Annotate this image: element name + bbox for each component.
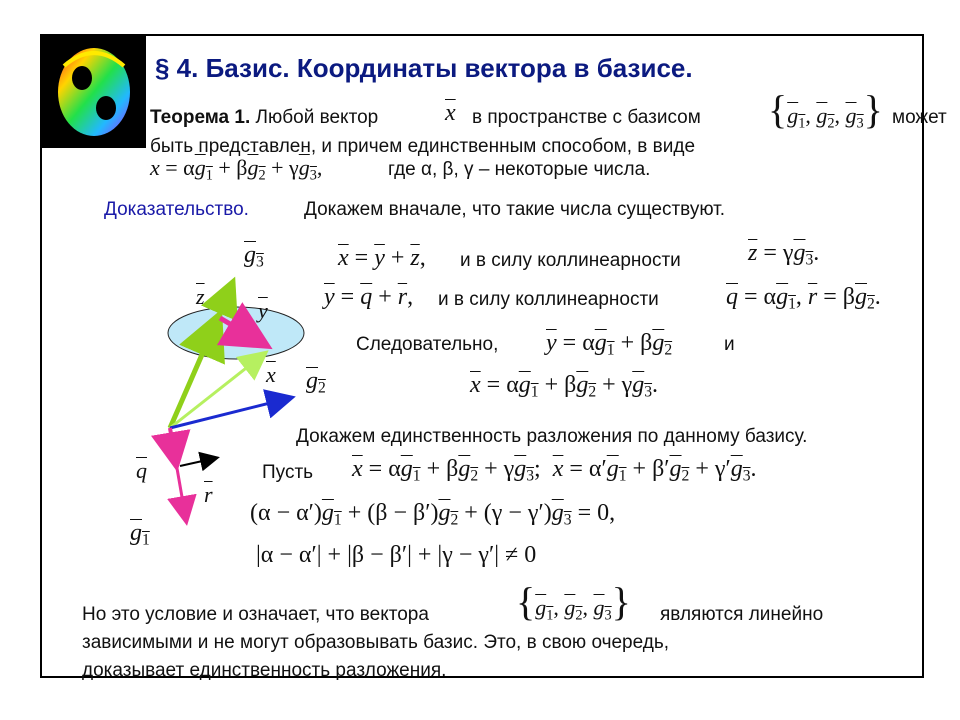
label-r: $\overline{r}$ bbox=[204, 482, 213, 507]
formula-two-decomps: $\overline{x} = \alpha g_1 + \beta g_2 + \gamma g_3$; $\overline{x} = \alpha'g_1 + \beta'g_2 + \gamma'g_3$. bbox=[352, 456, 757, 485]
formula-decomposition: $x = \alpha g_1 + \beta g_2 + \gamma g_3$, bbox=[150, 155, 323, 184]
label-g3: $g_3$ bbox=[244, 242, 264, 271]
g1-vector bbox=[170, 428, 186, 520]
collinear2-text: и в силу коллинеарности bbox=[438, 289, 659, 310]
formula-q-r: $\overline{q} = \alpha g_1$, $\overline{r} = \beta g_2$. bbox=[726, 284, 881, 313]
rainbow-torus-icon bbox=[42, 36, 146, 148]
logo bbox=[42, 36, 146, 148]
uniqueness-text: Докажем единственность разложения по данному базису. bbox=[296, 426, 808, 447]
formula-x-eq-y-z: $\overline{x} = \overline{y} + \overline{z}$, bbox=[338, 245, 426, 271]
label-x: $\overline{x}$ bbox=[266, 362, 276, 387]
collinear1-text: и в силу коллинеарности bbox=[460, 250, 681, 271]
proof-label: Доказательство. bbox=[104, 199, 249, 220]
conclusion-line2: зависимыми и не могут образовывать базис. Это, в свою очередь, bbox=[82, 632, 670, 653]
theorem-line1 bbox=[150, 107, 378, 129]
proof-text: Докажем вначале, что такие числа существуют. bbox=[304, 199, 726, 220]
plane-ellipse bbox=[168, 307, 304, 359]
page-title: § 4. Базис. Координаты вектора в базисе. bbox=[155, 53, 693, 83]
conclusion-line1a: Но это условие и означает, что вектора bbox=[82, 604, 429, 625]
formula-nonzero: |α − α′| + |β − β′| + |γ − γ′| ≠ 0 bbox=[256, 542, 537, 568]
label-q: $\overline{q}$ bbox=[136, 458, 147, 483]
theorem-text2: в пространстве с базисом bbox=[472, 107, 701, 128]
and-text: и bbox=[724, 334, 735, 355]
formula-x-decomp: $\overline{x} = \alpha g_1 + \beta g_2 + \gamma g_3$. bbox=[470, 372, 659, 401]
theorem-text3: может bbox=[892, 107, 947, 128]
theorem-text1: Любой вектор bbox=[255, 107, 379, 128]
formula-basis: {$g_1$, $g_2$, $g_3$} bbox=[768, 87, 883, 132]
label-z: $\overline{z}$ bbox=[196, 284, 205, 309]
conclusion-line1b: являются линейно bbox=[660, 604, 824, 625]
formula-x: $\overline{x}$ bbox=[445, 100, 456, 126]
label-g2: $g_2$ bbox=[306, 368, 326, 397]
vector-diagram bbox=[100, 230, 340, 560]
label-y: $\overline{y}$ bbox=[258, 298, 268, 323]
theorem-line3: где α, β, γ – некоторые числа. bbox=[388, 159, 651, 180]
therefore-text: Следовательно, bbox=[356, 334, 499, 355]
label-g1: $g_1$ bbox=[130, 520, 150, 549]
formula-vectors-set: {$g_1$, $g_2$, $g_3$} bbox=[516, 579, 631, 624]
formula-y-q-r: $\overline{y} = \overline{q} + \overline{r}$, bbox=[324, 284, 414, 310]
let-text: Пусть bbox=[262, 462, 314, 483]
r-vector bbox=[180, 458, 216, 466]
conclusion-line3: доказывает единственность разложения. bbox=[82, 660, 447, 681]
formula-z-gamma: $\overline{z} = \gamma g_3$. bbox=[748, 240, 820, 269]
theorem-label: Теорема 1. bbox=[150, 107, 251, 128]
theorem-line2: быть представлен, и причем единственным способом, в виде bbox=[150, 136, 696, 157]
formula-difference: $(\alpha - \alpha')g_1 + (\beta - \beta')g_2 + (\gamma - \gamma')g_3 = 0$, bbox=[250, 500, 616, 529]
formula-y-decomp: $\overline{y} = \alpha g_1 + \beta g_2$ bbox=[546, 330, 673, 359]
